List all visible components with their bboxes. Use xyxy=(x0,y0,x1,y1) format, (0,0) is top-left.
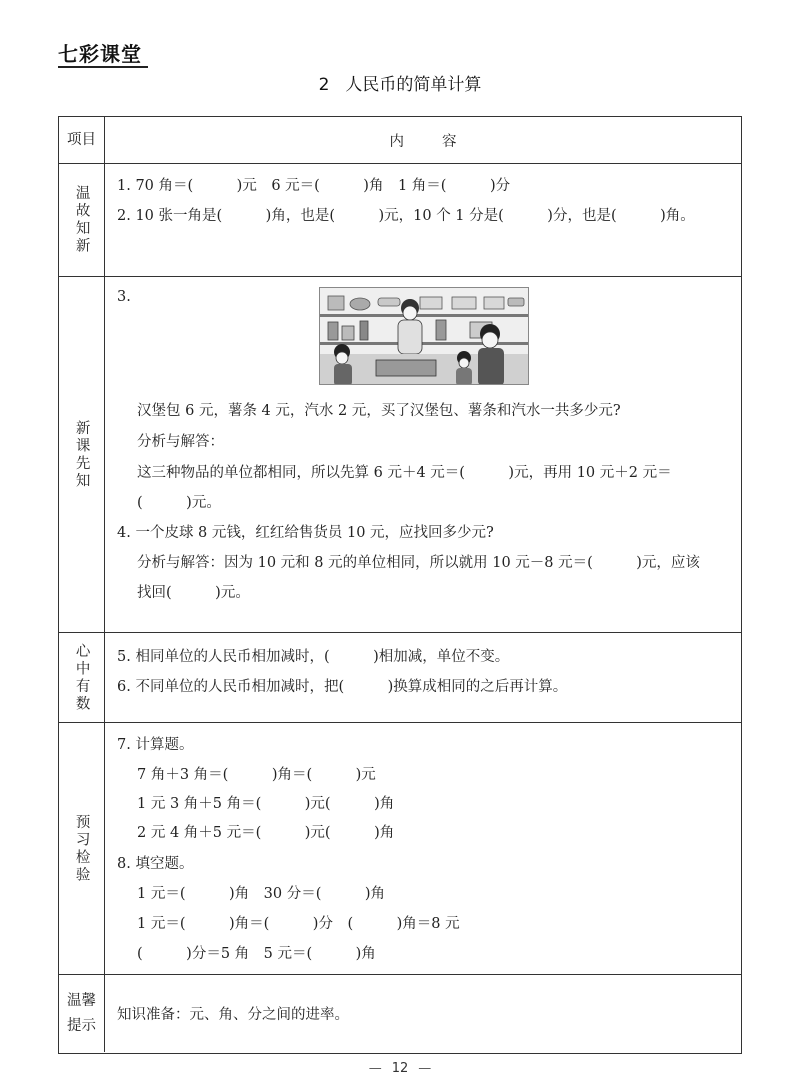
analysis-text: 这三种物品的单位都相同，所以先算 6 元＋4 元＝( )元，再用 10 元＋2 元＝ xyxy=(137,465,672,481)
lesson-table xyxy=(58,116,742,1054)
problem-text: 汉堡包 6 元，薯条 4 元，汽水 2 元，买了汉堡包、薯条和汽水一共多少元? xyxy=(137,403,621,419)
question-line: 2. 10 张一角是( )角，也是( )元，10 个 1 分是( )分，也是( )角。 xyxy=(117,208,695,224)
tips-label-top: 温馨 xyxy=(67,992,96,1009)
section-label: 温故知新 xyxy=(59,164,105,276)
section-key-points xyxy=(59,632,741,722)
exercise-line: ( )分＝5 角 5 元＝( )角 xyxy=(137,946,376,962)
section-content xyxy=(105,164,741,276)
section-content xyxy=(105,723,741,974)
section-tips xyxy=(59,974,741,1052)
section-content xyxy=(105,975,741,1052)
question-line: 4. 一个皮球 8 元钱，红红给售货员 10 元，应找回多少元? xyxy=(117,525,494,541)
exercise-line: 2 元 4 角＋5 元＝( )元( )角 xyxy=(137,825,395,841)
exercise-line: 1 元＝( )角＝( )分 ( )角＝8 元 xyxy=(137,916,460,932)
lesson-title: 人民币的简单计算 xyxy=(345,75,482,95)
tip-text: 知识准备：元、角、分之间的进率。 xyxy=(117,1007,349,1023)
section-content xyxy=(105,277,741,632)
page-number: — 12 — xyxy=(368,1061,432,1076)
analysis-text: ( )元。 xyxy=(137,495,221,511)
lesson-number: 2 xyxy=(318,75,330,95)
section-label: 预习检验 xyxy=(59,723,105,974)
exercise-line: 1 元＝( )角 30 分＝( )角 xyxy=(137,886,386,902)
question-line: 8. 填空题。 xyxy=(117,856,194,872)
section-review xyxy=(59,163,741,276)
question-line: 6. 不同单位的人民币相加减时，把( )换算成相同的之后再计算。 xyxy=(117,679,568,695)
analysis-label: 分析与解答： xyxy=(137,434,224,450)
header-label: 项目 xyxy=(59,117,105,163)
brand-logo: 七彩课堂 xyxy=(58,42,142,66)
section-label: 心中有数 xyxy=(59,633,105,722)
section-practice xyxy=(59,722,741,974)
section-label: 新课先知 xyxy=(59,277,105,632)
header-content: 内容 xyxy=(389,133,495,150)
question-line: 7. 计算题。 xyxy=(117,737,194,753)
brand-underline xyxy=(58,66,148,68)
question-line: 1. 70 角＝( )元 6 元＝( )角 1 角＝( )分 xyxy=(117,178,511,194)
question-line: 5. 相同单位的人民币相加减时，( )相加减，单位不变。 xyxy=(117,649,510,665)
shop-illustration xyxy=(319,287,529,385)
section-label xyxy=(59,975,105,1052)
tips-label-bottom: 提示 xyxy=(67,1017,96,1034)
page-title xyxy=(0,70,800,95)
shop-illustration-svg xyxy=(320,288,529,385)
exercise-line: 1 元 3 角＋5 角＝( )元( )角 xyxy=(137,796,395,812)
analysis-text: 分析与解答：因为 10 元和 8 元的单位相同，所以就用 10 元－8 元＝( )元，应该 xyxy=(137,555,700,571)
section-new-lesson xyxy=(59,276,741,632)
section-content xyxy=(105,633,741,722)
question-number: 3. xyxy=(117,289,131,305)
exercise-line: 7 角＋3 角＝( )角＝( )元 xyxy=(137,767,376,783)
table-header-row xyxy=(59,117,741,163)
analysis-text: 找回( )元。 xyxy=(137,585,250,601)
